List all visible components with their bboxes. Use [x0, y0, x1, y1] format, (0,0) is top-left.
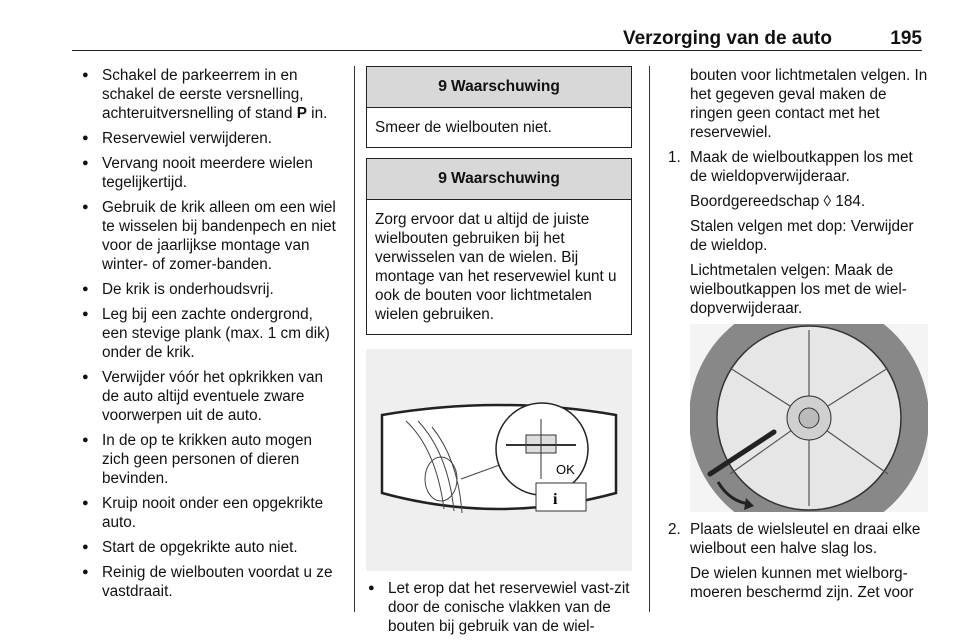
info-icon: i	[553, 491, 558, 508]
list-item: ● Kruip nooit onder een opgekrikte auto.	[80, 494, 342, 532]
warning-header	[367, 159, 631, 200]
column-1	[80, 66, 342, 607]
warning-title: Waarschuwing	[451, 78, 560, 95]
list-item: ● Vervang nooit meerdere wielen tegelijkertijd.	[80, 154, 342, 192]
list-item: ● Gebruik de krik alleen om een wiel te wisselen bij bandenpech en niet voor de jaarlijkse montage van winter- of zomer-banden.	[80, 198, 342, 274]
page-number: 195	[890, 28, 922, 49]
list-item: ● Reservewiel verwijderen.	[80, 129, 342, 148]
column-3	[668, 66, 928, 608]
list-item: ● In de op te krikken auto mogen zich geen personen of dieren bevinden.	[80, 431, 342, 488]
column-2	[366, 66, 632, 642]
warning-header	[367, 67, 631, 108]
warning-title: Waarschuwing	[451, 170, 560, 187]
page-header	[72, 24, 922, 51]
wheel-bolt-figure	[366, 349, 632, 571]
wheel-bolt-illustration	[366, 349, 632, 571]
list-item: ● Schakel de parkeerrem in en schakel de eerste versnelling, achteruitversnelling of stand P in.	[80, 66, 342, 123]
warning-triangle-icon: 9	[438, 170, 448, 187]
step-number: 2.	[668, 521, 681, 538]
step-text: Maak de wielboutkappen los met de wieldopverwijderaar.	[690, 149, 913, 185]
warning-text: Smeer de wielbouten niet.	[375, 119, 552, 136]
paragraph: bouten voor lichtmetalen velgen. In het gegeven geval maken de ringen geen contact met het reservewiel.	[690, 67, 928, 141]
warning-box	[366, 158, 632, 335]
paragraph: Lichtmetalen velgen: Maak de wielboutkappen los met de wiel-dopverwijderaar.	[690, 262, 907, 317]
paragraph: De wielen kunnen met wielborg-moeren beschermd zijn. Zet voor	[690, 565, 914, 601]
list-item: ● Verwijder vóór het opkrikken van de auto altijd eventuele zware voorwerpen uit de auto.	[80, 368, 342, 425]
warning-text: Zorg ervoor dat u altijd de juiste wielbouten gebruiken bij het verwisselen van de wielen. Bij montage van het reservewiel kunt u ook de bouten voor lichtmetalen wielen gebruiken.	[375, 211, 617, 323]
step-text: Plaats de wielsleutel en draai elke wielbout een halve slag los.	[690, 521, 921, 557]
warning-box	[366, 66, 632, 148]
list-item: ● De krik is onderhoudsvrij.	[80, 280, 342, 299]
list-item: ● Let erop dat het reservewiel vast-zit door de conische vlakken van de bouten bij gebruik van de wiel-	[366, 579, 632, 636]
warning-triangle-icon: 9	[438, 78, 448, 95]
step	[668, 148, 928, 186]
ok-label: OK	[556, 462, 575, 477]
paragraph: Stalen velgen met dop: Verwijder de wieldop.	[690, 218, 914, 254]
list-item: ● Reinig de wielbouten voordat u ze vastdraait.	[80, 563, 342, 601]
column-divider	[649, 66, 650, 612]
list-item: ● Leg bij een zachte ondergrond, een stevige plank (max. 1 cm dik) onder de krik.	[80, 305, 342, 362]
section-title: Verzorging van de auto	[622, 28, 832, 49]
step-number: 1.	[668, 149, 681, 166]
column-divider	[354, 66, 355, 612]
step	[668, 520, 928, 558]
paragraph: Boordgereedschap ◊ 184.	[690, 193, 866, 210]
wheel-cap-figure	[690, 324, 928, 512]
wheel-illustration	[690, 324, 928, 512]
list-item: ● Start de opgekrikte auto niet.	[80, 538, 342, 557]
